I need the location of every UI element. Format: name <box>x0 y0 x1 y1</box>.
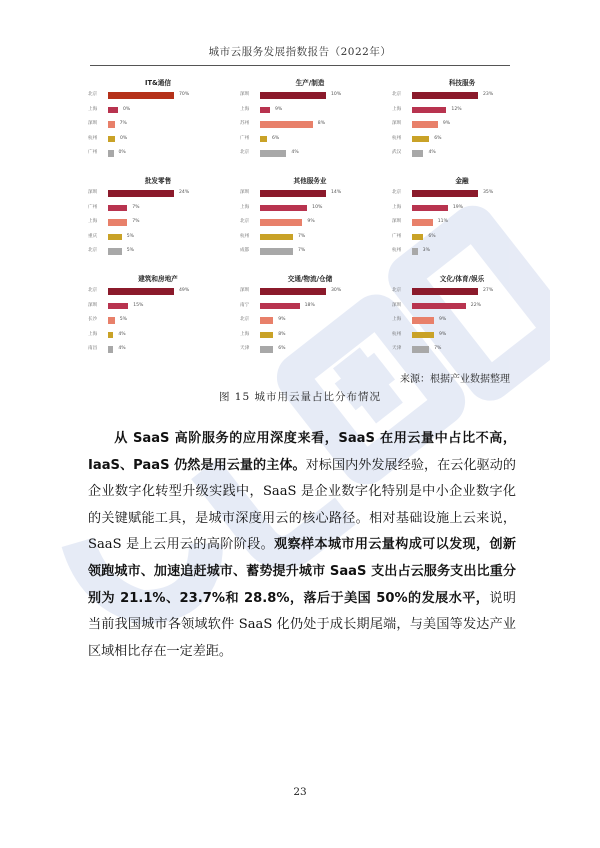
category-label: 上海 <box>88 106 98 112</box>
value-label: 7% <box>298 233 306 239</box>
bar <box>412 205 448 212</box>
category-label: 北京 <box>240 219 250 224</box>
sentence-2: 对标国内外发展经验，在云化驱动的企业数字化转型升级实践中，SaaS 是企业数字化特别是中小企业数字化的关键赋能工具，是城市深度用云的核心路径。相对基础设施上云来说，SaaS 是上云用云的高阶阶段。 <box>88 457 517 553</box>
category-label: 广州 <box>392 233 402 239</box>
category-label: 深圳 <box>240 92 250 97</box>
bar-row <box>88 104 212 119</box>
category-label: 广州 <box>240 135 250 141</box>
bar-row <box>88 202 212 217</box>
bar-row <box>88 147 212 162</box>
value-label: 4% <box>118 346 126 351</box>
bar-row <box>392 216 516 231</box>
bold-sentence-1: 从 SaaS 高阶服务的应用深度来看，SaaS 在用云量中占比不高，IaaS、PaaS 仍然是用云量的主体。 <box>88 431 516 473</box>
category-label: 深圳 <box>88 190 98 195</box>
bar-row <box>240 133 364 148</box>
bar <box>412 92 478 99</box>
value-label: 9% <box>278 317 286 322</box>
category-label: 北京 <box>392 288 402 293</box>
bar-chart <box>392 176 516 262</box>
category-label: 杭州 <box>392 135 402 141</box>
bar-row <box>88 231 212 246</box>
value-label: 6% <box>272 135 280 141</box>
value-label: 14% <box>331 190 342 195</box>
bar <box>412 150 423 157</box>
value-label: 49% <box>179 288 190 293</box>
category-label: 北京 <box>88 248 98 253</box>
source-note: 来源：根据产业数据整理 <box>400 374 510 385</box>
bar-row <box>392 147 516 162</box>
category-label: 天津 <box>240 346 250 351</box>
category-label: 杭州 <box>88 135 98 141</box>
bar <box>412 234 423 241</box>
value-label: 30% <box>331 288 342 293</box>
value-label: 6% <box>434 135 442 141</box>
value-label: 6% <box>428 233 436 239</box>
value-label: 4% <box>118 331 126 337</box>
value-label: 9% <box>307 219 315 224</box>
chart-title: 金融 <box>455 177 469 185</box>
value-label: 70% <box>179 92 190 97</box>
page-header: 城市云服务发展指数报告（2022年） <box>90 44 510 66</box>
bar-row <box>392 343 516 358</box>
bar <box>412 219 433 226</box>
bar <box>260 234 293 241</box>
bar-row <box>88 133 212 148</box>
category-label: 南宁 <box>240 302 250 308</box>
bar <box>108 317 115 324</box>
value-label: 5% <box>126 248 135 253</box>
bar <box>260 248 293 255</box>
bar <box>108 219 127 226</box>
value-label: 7% <box>119 121 127 126</box>
bar-chart <box>240 274 364 360</box>
bar <box>260 190 326 197</box>
bar-row <box>88 300 212 315</box>
value-label: 9% <box>275 106 283 112</box>
bar <box>260 121 313 128</box>
value-label: 9% <box>439 331 447 337</box>
category-label: 深圳 <box>240 190 250 195</box>
bar <box>108 92 174 99</box>
value-label: 9% <box>442 121 451 126</box>
page-number: 23 <box>293 786 307 798</box>
bar-chart <box>88 78 212 164</box>
bar-row <box>240 343 364 358</box>
bar <box>412 288 478 295</box>
value-label: 0% <box>120 135 128 141</box>
bar-row <box>240 89 364 104</box>
bar <box>260 346 273 353</box>
category-label: 北京 <box>392 190 402 195</box>
bar <box>412 136 429 143</box>
category-label: 上海 <box>88 331 98 337</box>
chart-grid <box>88 78 516 360</box>
bar-row <box>240 216 364 231</box>
bar-row <box>392 202 516 217</box>
category-label: 深圳 <box>88 302 98 308</box>
bar-row <box>392 285 516 300</box>
chart-title: 交通/物流/仓储 <box>287 275 333 283</box>
value-label: 4% <box>291 150 299 155</box>
value-label: 0% <box>123 106 131 112</box>
category-label: 杭州 <box>392 331 402 337</box>
bar <box>412 317 434 324</box>
category-label: 南昌 <box>88 346 98 351</box>
value-label: 11% <box>437 219 448 224</box>
bar <box>412 107 446 114</box>
bar-row <box>88 89 212 104</box>
figure-caption: 图 15 城市用云量占比分布情况 <box>218 391 382 403</box>
bar-row <box>240 187 364 202</box>
bar-row <box>240 231 364 246</box>
bar <box>108 121 115 128</box>
value-label: 19% <box>452 204 464 210</box>
bar-row <box>392 300 516 315</box>
category-label: 北京 <box>240 317 250 322</box>
value-label: 10% <box>312 204 323 210</box>
value-label: 23% <box>483 92 494 97</box>
sentence-4: 说明当前我国城市各领域软件 SaaS 化仍处于成长期尾端，与美国等发达产业区域相比存在一定差距。 <box>88 590 517 659</box>
category-label: 上海 <box>392 317 402 322</box>
value-label: 7% <box>132 204 140 210</box>
bar <box>108 346 113 353</box>
value-label: 0% <box>118 150 126 155</box>
category-label: 广州 <box>88 204 98 210</box>
category-label: 杭州 <box>392 248 402 253</box>
bar-row <box>240 300 364 315</box>
bar-chart <box>240 176 364 262</box>
bar-row <box>88 343 212 358</box>
bar-row <box>392 231 516 246</box>
category-label: 北京 <box>88 288 98 293</box>
bar <box>108 234 122 241</box>
bar <box>412 346 429 353</box>
bar-row <box>392 245 516 260</box>
category-label: 杭州 <box>240 233 250 239</box>
value-label: 15% <box>133 302 144 308</box>
category-label: 上海 <box>240 204 250 210</box>
bar-chart <box>392 274 516 360</box>
category-label: 深圳 <box>392 219 402 224</box>
value-label: 7% <box>298 248 306 253</box>
bar-row <box>88 245 212 260</box>
chart-title: 科技服务 <box>448 79 476 87</box>
bar-row <box>392 89 516 104</box>
bar <box>108 288 174 295</box>
category-label: 天津 <box>392 346 402 351</box>
value-label: 9% <box>439 317 447 322</box>
bar <box>260 107 270 114</box>
bar-row <box>392 187 516 202</box>
bar-row <box>88 285 212 300</box>
value-label: 7% <box>434 346 442 351</box>
bar <box>108 150 114 157</box>
bar-row <box>240 118 364 133</box>
bar <box>108 136 115 143</box>
value-label: 8% <box>317 121 326 126</box>
bar-row <box>240 202 364 217</box>
bar <box>108 190 174 197</box>
category-label: 上海 <box>240 106 250 112</box>
bar <box>260 150 286 157</box>
category-label: 成都 <box>240 248 250 253</box>
bar-row <box>88 216 212 231</box>
category-label: 苏州 <box>240 121 250 126</box>
category-label: 上海 <box>392 106 402 112</box>
category-label: 广州 <box>88 150 98 155</box>
value-label: 35% <box>483 190 494 195</box>
category-label: 上海 <box>240 331 250 337</box>
bar <box>412 303 466 310</box>
bar <box>108 205 127 212</box>
bar-row <box>88 187 212 202</box>
bar <box>260 303 300 310</box>
bar <box>412 190 478 197</box>
category-label: 深圳 <box>392 121 402 126</box>
category-label: 长沙 <box>88 317 98 322</box>
bar-row <box>240 104 364 119</box>
category-label: 北京 <box>240 150 250 155</box>
value-label: 18% <box>304 302 315 308</box>
bar <box>260 92 326 99</box>
value-label: 8% <box>278 331 286 337</box>
chart-title: 文化/体育/娱乐 <box>439 275 485 283</box>
category-label: 深圳 <box>240 288 250 293</box>
bar <box>108 303 128 310</box>
category-label: 深圳 <box>88 121 98 126</box>
bar <box>108 248 122 255</box>
bar-row <box>392 329 516 344</box>
bar <box>260 136 267 143</box>
bar-row <box>88 118 212 133</box>
bar-row <box>240 147 364 162</box>
value-label: 22% <box>470 302 481 308</box>
bar <box>260 332 273 339</box>
body-paragraph <box>88 426 516 665</box>
category-label: 武汉 <box>392 150 402 155</box>
bar <box>412 248 418 255</box>
chart-title: 生产/制造 <box>295 79 325 87</box>
bar-row <box>240 314 364 329</box>
bar <box>108 107 118 114</box>
bar-row <box>392 104 516 119</box>
category-label: 深圳 <box>392 302 402 308</box>
category-label: 上海 <box>392 204 402 210</box>
value-label: 12% <box>451 106 462 112</box>
bar-chart <box>240 78 364 164</box>
bar-row <box>240 245 364 260</box>
bar <box>260 219 302 226</box>
bar <box>412 121 438 128</box>
bar <box>412 332 434 339</box>
value-label: 4% <box>428 150 436 155</box>
bold-sentence-3: 观察样本城市用云量构成可以发现，创新领跑城市、加速追赶城市、蓄势提升城市 SaaS 支出占云服务支出比重分别为 21.1%、23.7%和 28.8%，落后于美国 50%的发展水平， <box>88 537 517 606</box>
chart-title: IT&通信 <box>145 79 171 87</box>
category-label: 北京 <box>392 92 402 97</box>
category-label: 重庆 <box>88 233 98 239</box>
bar <box>108 332 113 339</box>
bar <box>260 288 326 295</box>
category-label: 上海 <box>88 219 98 224</box>
value-label: 27% <box>483 288 494 293</box>
bar-row <box>392 133 516 148</box>
category-label: 北京 <box>88 92 98 97</box>
chart-title: 建筑和房地产 <box>138 275 178 283</box>
bar-row <box>240 285 364 300</box>
bar-row <box>88 329 212 344</box>
bar-row <box>392 118 516 133</box>
bar <box>260 317 273 324</box>
bar <box>260 205 307 212</box>
bar-row <box>392 314 516 329</box>
bar-chart <box>88 274 212 360</box>
bar-chart <box>392 78 516 164</box>
value-label: 6% <box>278 346 286 351</box>
value-label: 5% <box>126 233 135 239</box>
value-label: 7% <box>132 219 140 224</box>
value-label: 3% <box>422 248 430 253</box>
value-label: 5% <box>119 317 128 322</box>
chart-title: 其他服务业 <box>293 177 327 185</box>
value-label: 24% <box>179 190 190 195</box>
bar-chart <box>88 176 212 262</box>
bar-row <box>88 314 212 329</box>
bar-row <box>240 329 364 344</box>
value-label: 10% <box>331 92 342 97</box>
chart-title: 批发零售 <box>144 177 172 185</box>
